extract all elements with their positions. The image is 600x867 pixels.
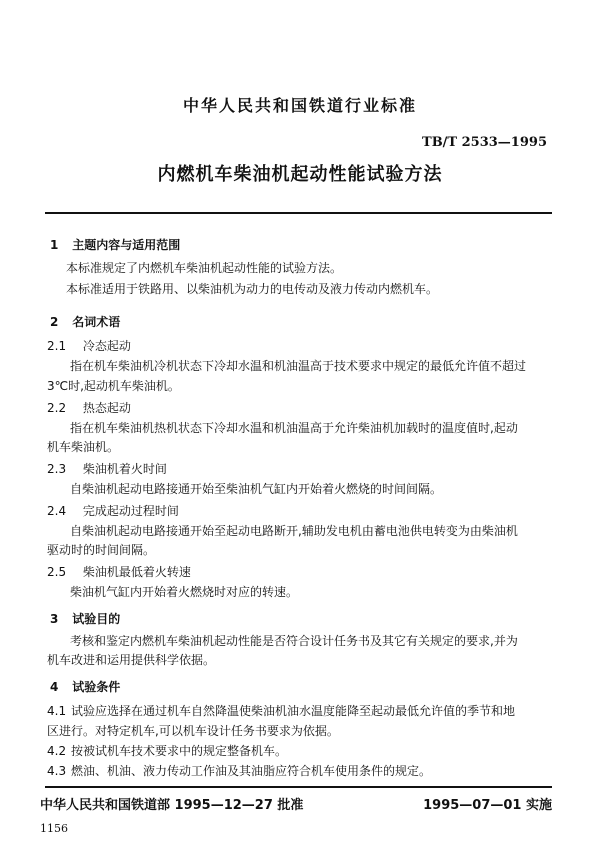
section-number: 1 [50, 238, 59, 252]
section-3-paragraph-line-1: 考核和鉴定内燃机车柴油机起动性能是否符合设计任务书及其它有关规定的要求,并为 [70, 634, 518, 648]
section-3-heading [50, 610, 120, 627]
item-number: 4.1 [47, 704, 67, 718]
section-title: 试验条件 [72, 680, 121, 694]
item-2-1-text-line-2: 3℃时,起动机车柴油机。 [47, 379, 180, 393]
section-number: 3 [50, 612, 59, 626]
approval-line: 中华人民共和国铁道部 1995—12—27 批准 [40, 798, 304, 813]
item-number: 2.4 [47, 504, 67, 518]
item-2-4-heading [47, 502, 179, 519]
item-title: 完成起动过程时间 [82, 504, 179, 518]
item-number: 4.3 [47, 764, 67, 778]
item-2-4-text-line-2: 驱动时的时间间隔。 [47, 543, 156, 557]
document-title: 内燃机车柴油机起动性能试验方法 [157, 164, 443, 185]
item-number: 4.2 [47, 744, 67, 758]
item-text: 燃油、机油、液力传动工作油及其油脂应符合机车使用条件的规定。 [71, 764, 432, 778]
item-title: 热态起动 [82, 401, 131, 415]
item-number: 2.1 [47, 339, 67, 353]
implementation-date: 1995—07—01 实施 [423, 798, 552, 813]
section-2-heading [50, 313, 120, 330]
item-2-3-heading [47, 460, 167, 477]
section-1-heading [50, 236, 180, 253]
item-2-1-heading [47, 337, 131, 354]
item-4-1-line-2: 区进行。对特定机车,可以机车设计任务书要求为依据。 [47, 724, 339, 738]
item-2-1-text-line-1: 指在机车柴油机冷机状态下冷却水温和机油温高于技术要求中规定的最低允许值不超过 [70, 359, 527, 373]
item-2-2-heading [47, 399, 131, 416]
item-number: 2.5 [47, 565, 67, 579]
section-4-heading [50, 678, 120, 695]
top-divider [45, 212, 552, 214]
item-2-4-text-line-1: 自柴油机起动电路接通开始至起动电路断开,辅助发电机由蓄电池供电转变为由柴油机 [70, 524, 518, 538]
item-2-2-text-line-1: 指在机车柴油机热机状态下冷却水温和机油温高于允许柴油机加载时的温度值时,起动 [70, 421, 518, 435]
item-title: 冷态起动 [82, 339, 131, 353]
item-text: 试验应选择在通过机车自然降温使柴油机油水温度能降至起动最低允许值的季节和地 [71, 704, 516, 718]
standard-category: 中华人民共和国铁道行业标准 [182, 96, 417, 115]
item-number: 2.3 [47, 462, 67, 476]
section-title: 主题内容与适用范围 [72, 238, 181, 252]
item-4-1-line-1 [47, 701, 515, 721]
section-1-paragraph-2: 本标准适用于铁路用、以柴油机为动力的电传动及液力传动内燃机车。 [66, 282, 439, 296]
section-number: 4 [50, 680, 59, 694]
standard-code: TB/T 2533—1995 [422, 135, 547, 150]
item-number: 2.2 [47, 401, 67, 415]
item-2-5-heading [47, 563, 191, 580]
section-1-paragraph-1: 本标准规定了内燃机车柴油机起动性能的试验方法。 [66, 261, 343, 275]
item-2-3-text-line-1: 自柴油机起动电路接通开始至柴油机气缸内开始着火燃烧的时间间隔。 [70, 482, 443, 496]
item-title: 柴油机着火时间 [82, 462, 167, 476]
page-number: 1156 [40, 822, 68, 835]
item-title: 柴油机最低着火转速 [82, 565, 191, 579]
item-4-2-line [47, 741, 287, 761]
section-3-paragraph-line-2: 机车改进和运用提供科学依据。 [47, 653, 216, 667]
section-title: 名词术语 [72, 315, 121, 329]
bottom-divider [45, 786, 552, 788]
item-2-5-text-line-1: 柴油机气缸内开始着火燃烧时对应的转速。 [70, 585, 299, 599]
section-number: 2 [50, 315, 59, 329]
item-text: 按被试机车技术要求中的规定整备机车。 [71, 744, 288, 758]
item-2-2-text-line-2: 机车柴油机。 [47, 440, 120, 454]
item-4-3-line [47, 761, 431, 781]
section-title: 试验目的 [72, 612, 121, 626]
